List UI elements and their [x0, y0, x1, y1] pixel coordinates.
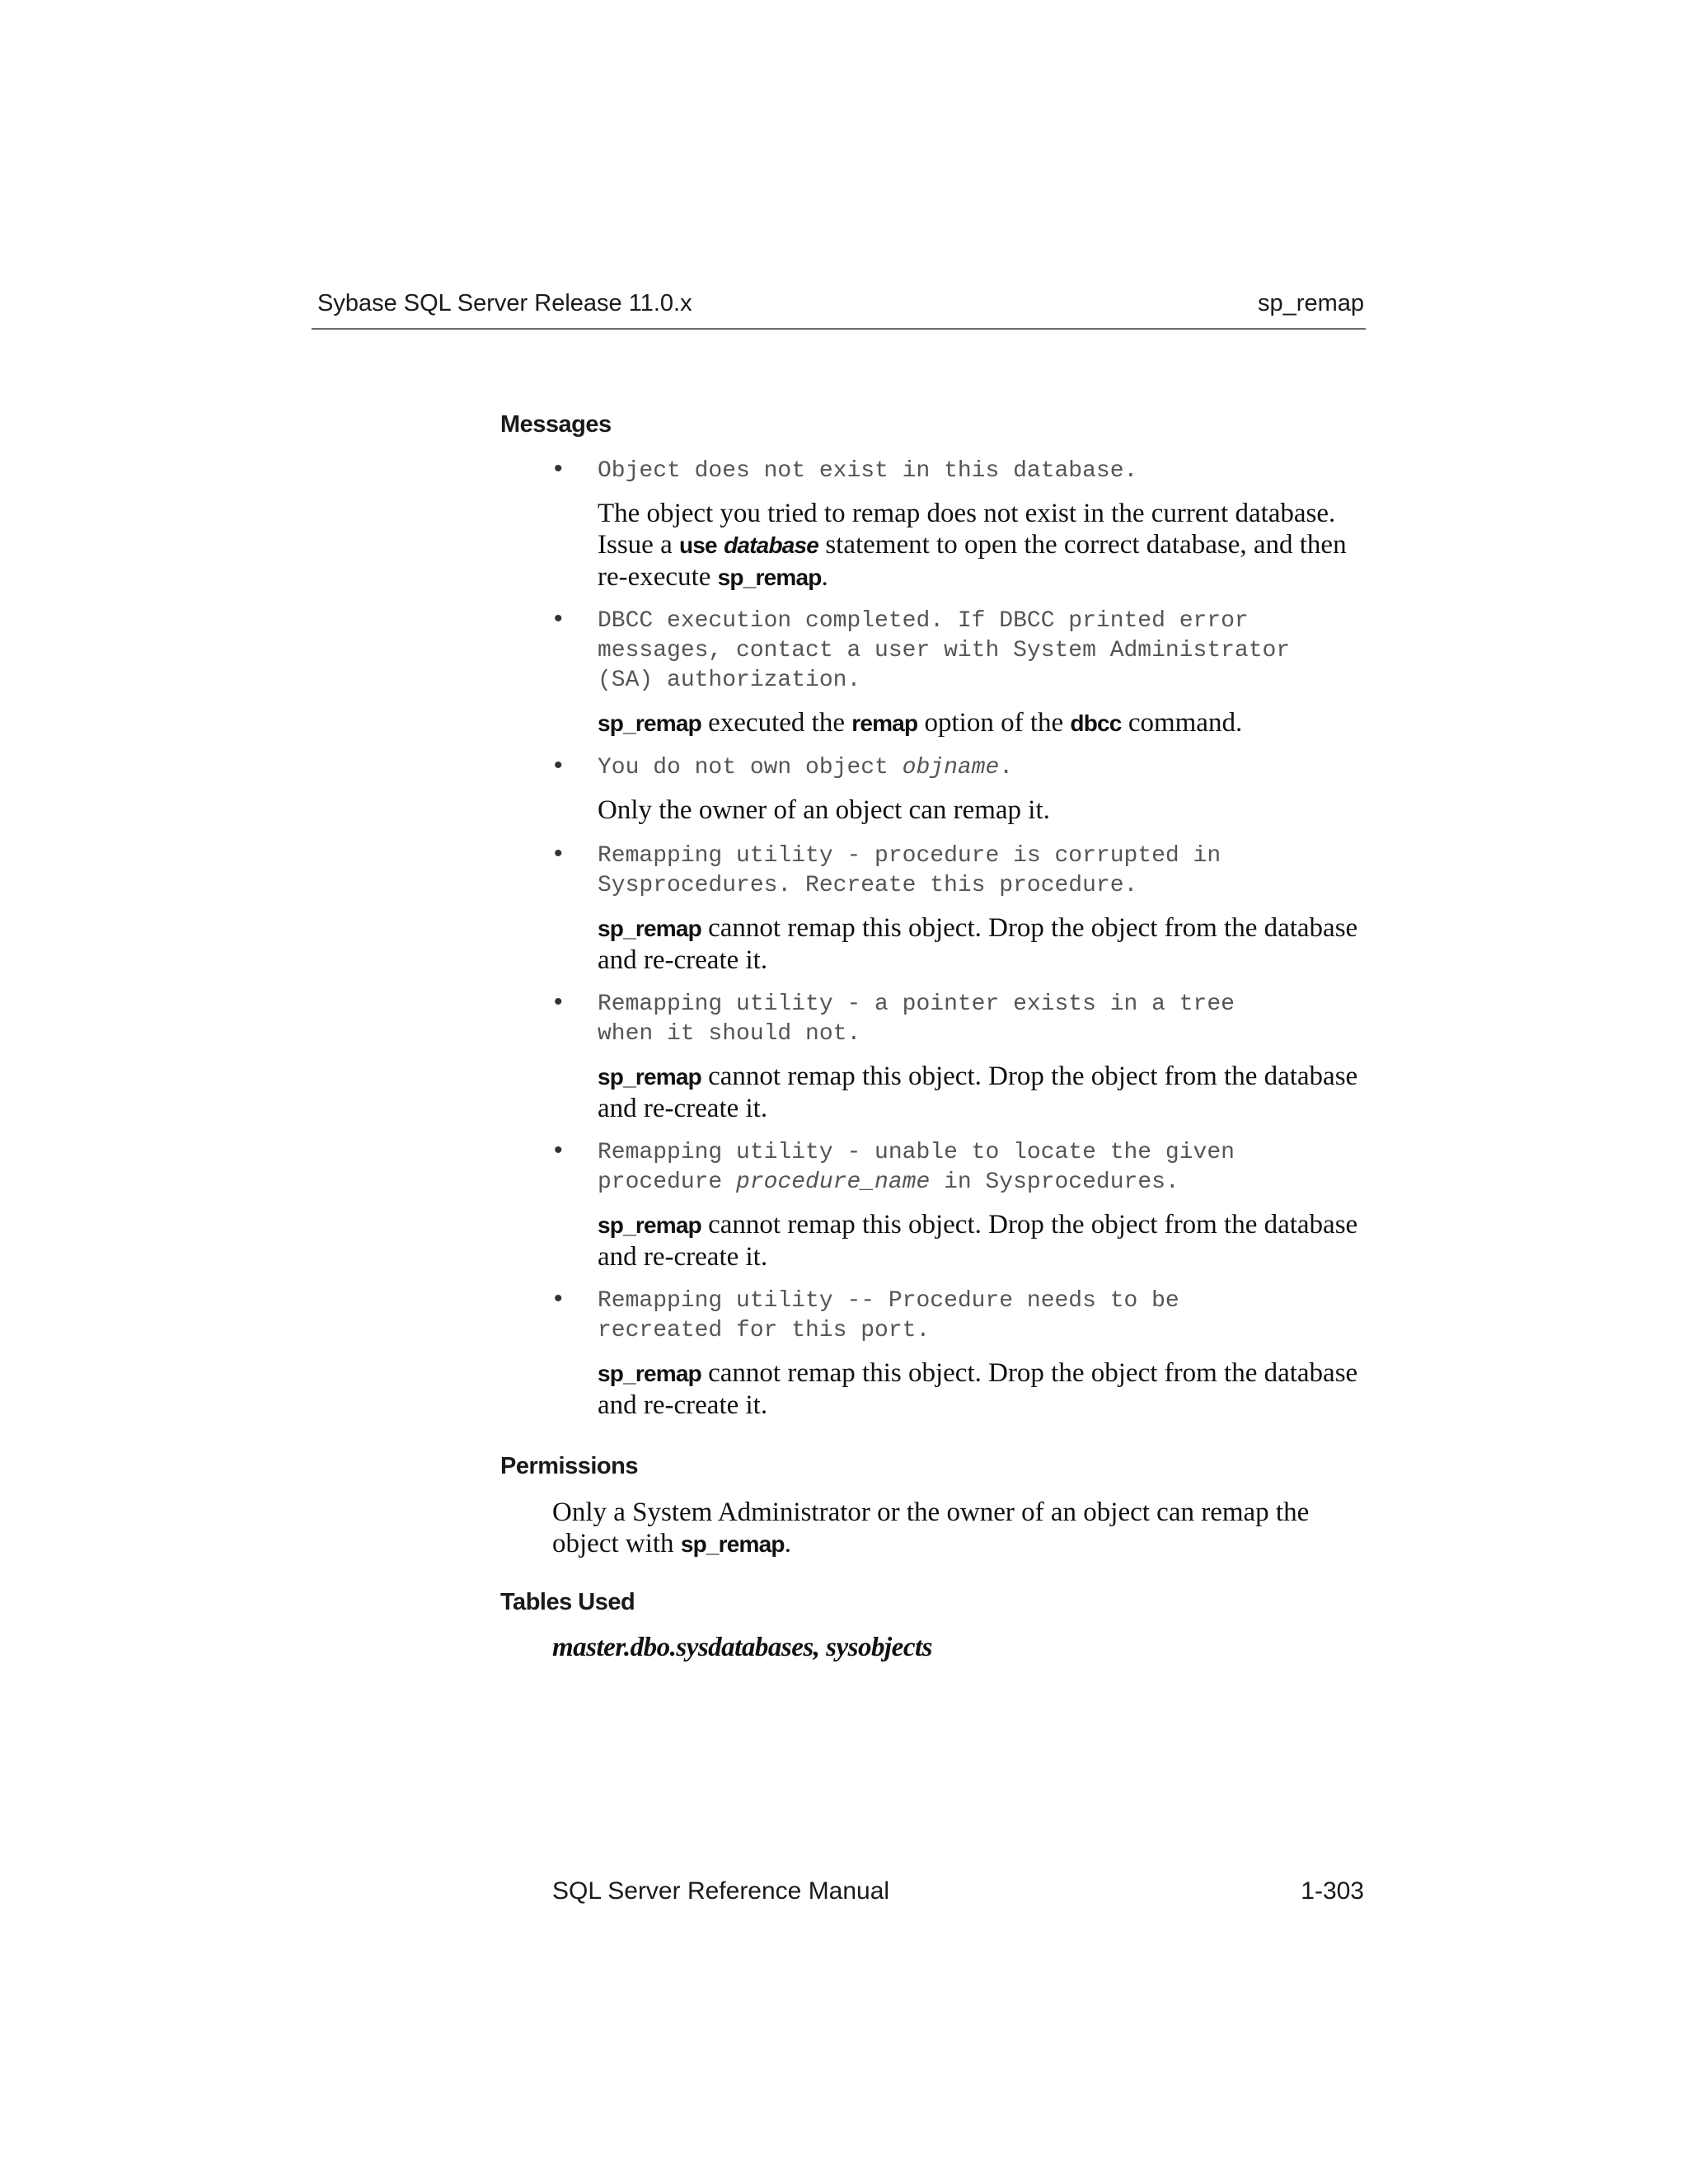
running-header-right: sp_remap: [1258, 290, 1364, 316]
message-code-line: (SA) authorization.: [598, 668, 861, 693]
running-header-left: Sybase SQL Server Release 11.0.x: [317, 290, 692, 316]
message-code-line: Remapping utility - procedure is corrupted in: [598, 843, 1221, 869]
page-number: 1-303: [1301, 1877, 1364, 1905]
footer-title: SQL Server Reference Manual: [552, 1877, 890, 1905]
message-description: sp_remap cannot remap this object. Drop the object from the database and re-create it.: [598, 913, 1358, 975]
message-item: [552, 457, 1376, 593]
bullet: •: [554, 988, 563, 1015]
bullet: •: [554, 1285, 563, 1312]
message-description: The object you tried to remap does not exist in the current database. Issue a use database statement to open the correct database, and then re-execute sp_remap.: [598, 499, 1347, 592]
message-code: You do not own object objname.: [598, 755, 1014, 780]
message-code-line: Sysprocedures. Recreate this procedure.: [598, 873, 1138, 898]
message-code-line: Remapping utility - unable to locate the given: [598, 1140, 1235, 1165]
message-code-line: Remapping utility -- Procedure needs to be: [598, 1288, 1179, 1314]
message-item: [552, 990, 1376, 1124]
bullet: •: [554, 752, 563, 779]
tables-used-list: master.dbo.sysdatabases, sysobjects: [552, 1633, 932, 1662]
message-code-line: procedure procedure_name in Sysprocedures.: [598, 1169, 1179, 1195]
bullet: •: [554, 1137, 563, 1164]
message-item: [552, 607, 1376, 739]
message-item: [552, 753, 1376, 826]
section-heading-permissions: Permissions: [500, 1453, 638, 1479]
message-item: [552, 1286, 1376, 1421]
message-item: [552, 841, 1376, 976]
permissions-text: Only a System Administrator or the owner of an object can remap the object with sp_remap.: [552, 1497, 1310, 1558]
message-code-line: messages, contact a user with System Administrator: [598, 638, 1291, 663]
bullet: •: [554, 840, 563, 867]
message-code: Object does not exist in this database.: [598, 458, 1138, 484]
bullet: •: [554, 455, 563, 482]
message-item: [552, 1138, 1376, 1272]
message-description: sp_remap cannot remap this object. Drop the object from the database and re-create it.: [598, 1062, 1358, 1123]
message-description: sp_remap cannot remap this object. Drop the object from the database and re-create it.: [598, 1210, 1358, 1272]
bullet: •: [554, 605, 563, 632]
message-code-line: when it should not.: [598, 1021, 861, 1047]
message-description: sp_remap executed the remap option of the dbcc command.: [598, 708, 1243, 738]
section-heading-tables-used: Tables Used: [500, 1589, 635, 1615]
message-code-line: Remapping utility - a pointer exists in a tree: [598, 991, 1235, 1017]
message-code-line: DBCC execution completed. If DBCC printed error: [598, 608, 1249, 634]
message-code-line: recreated for this port.: [598, 1318, 931, 1343]
message-description: Only the owner of an object can remap it.: [598, 795, 1050, 825]
section-heading-messages: Messages: [500, 411, 612, 438]
header-rule: [312, 328, 1366, 330]
message-description: sp_remap cannot remap this object. Drop the object from the database and re-create it.: [598, 1358, 1358, 1420]
